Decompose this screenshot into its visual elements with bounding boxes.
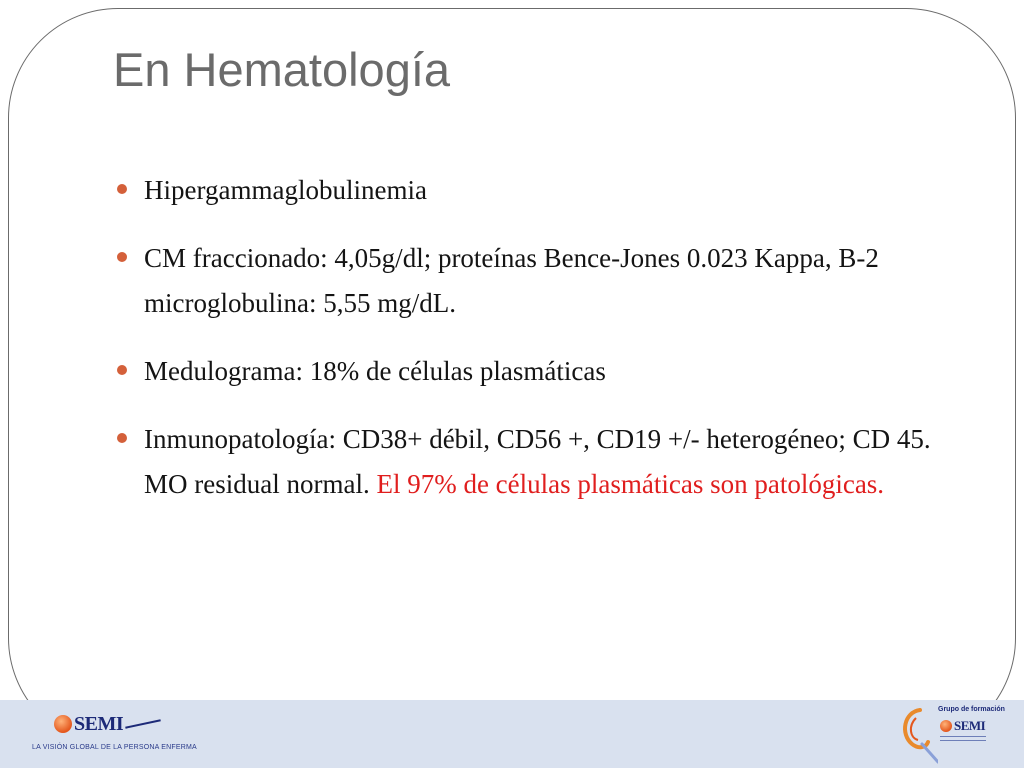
semi-small-logo: [940, 718, 985, 734]
logo-line: [940, 740, 986, 741]
slide-title: En Hematología: [113, 43, 451, 96]
logo-line: [940, 736, 986, 737]
bullet-dot-icon: [117, 433, 127, 443]
group-logo: [898, 704, 1005, 764]
bullet-item: [117, 417, 977, 507]
bullet-dot-icon: [117, 365, 127, 375]
bullet-item: [117, 349, 977, 394]
group-emblem-icon: [898, 704, 938, 764]
semi-logo-text: SEMI: [954, 718, 986, 733]
bullet-highlight-text: El 97% de células plasmáticas son patológicas.: [376, 469, 885, 499]
group-text: Grupo de formación: [938, 706, 1005, 713]
semi-logo-text: SEMI: [74, 712, 124, 735]
bullet-dot-icon: [117, 252, 127, 262]
bullet-text: Medulograma: 18% de células plasmáticas: [144, 356, 606, 386]
bullet-item: [117, 236, 977, 326]
semi-logo: [32, 712, 197, 751]
bullet-dot-icon: [117, 184, 127, 194]
semi-ball-icon: [54, 715, 72, 733]
bullet-list: [117, 168, 977, 530]
swoosh-icon: [125, 719, 161, 728]
bullet-text: CM fraccionado: 4,05g/dl; proteínas Bence-Jones 0.023 Kappa, B-2 microglobulina: 5,55 mg/dL.: [144, 243, 879, 318]
bullet-text: Hipergammaglobulinemia: [144, 175, 427, 205]
bullet-item: [117, 168, 977, 213]
semi-tagline: LA VISIÓN GLOBAL DE LA PERSONA ENFERMA: [32, 744, 197, 751]
bullet-text: Inmunopatología: CD38+ débil, CD56 +, CD19 +/- heterogéneo; CD 45. MO residual normal.: [144, 424, 931, 499]
semi-ball-icon: [940, 720, 952, 732]
logo-lines: [940, 736, 986, 744]
